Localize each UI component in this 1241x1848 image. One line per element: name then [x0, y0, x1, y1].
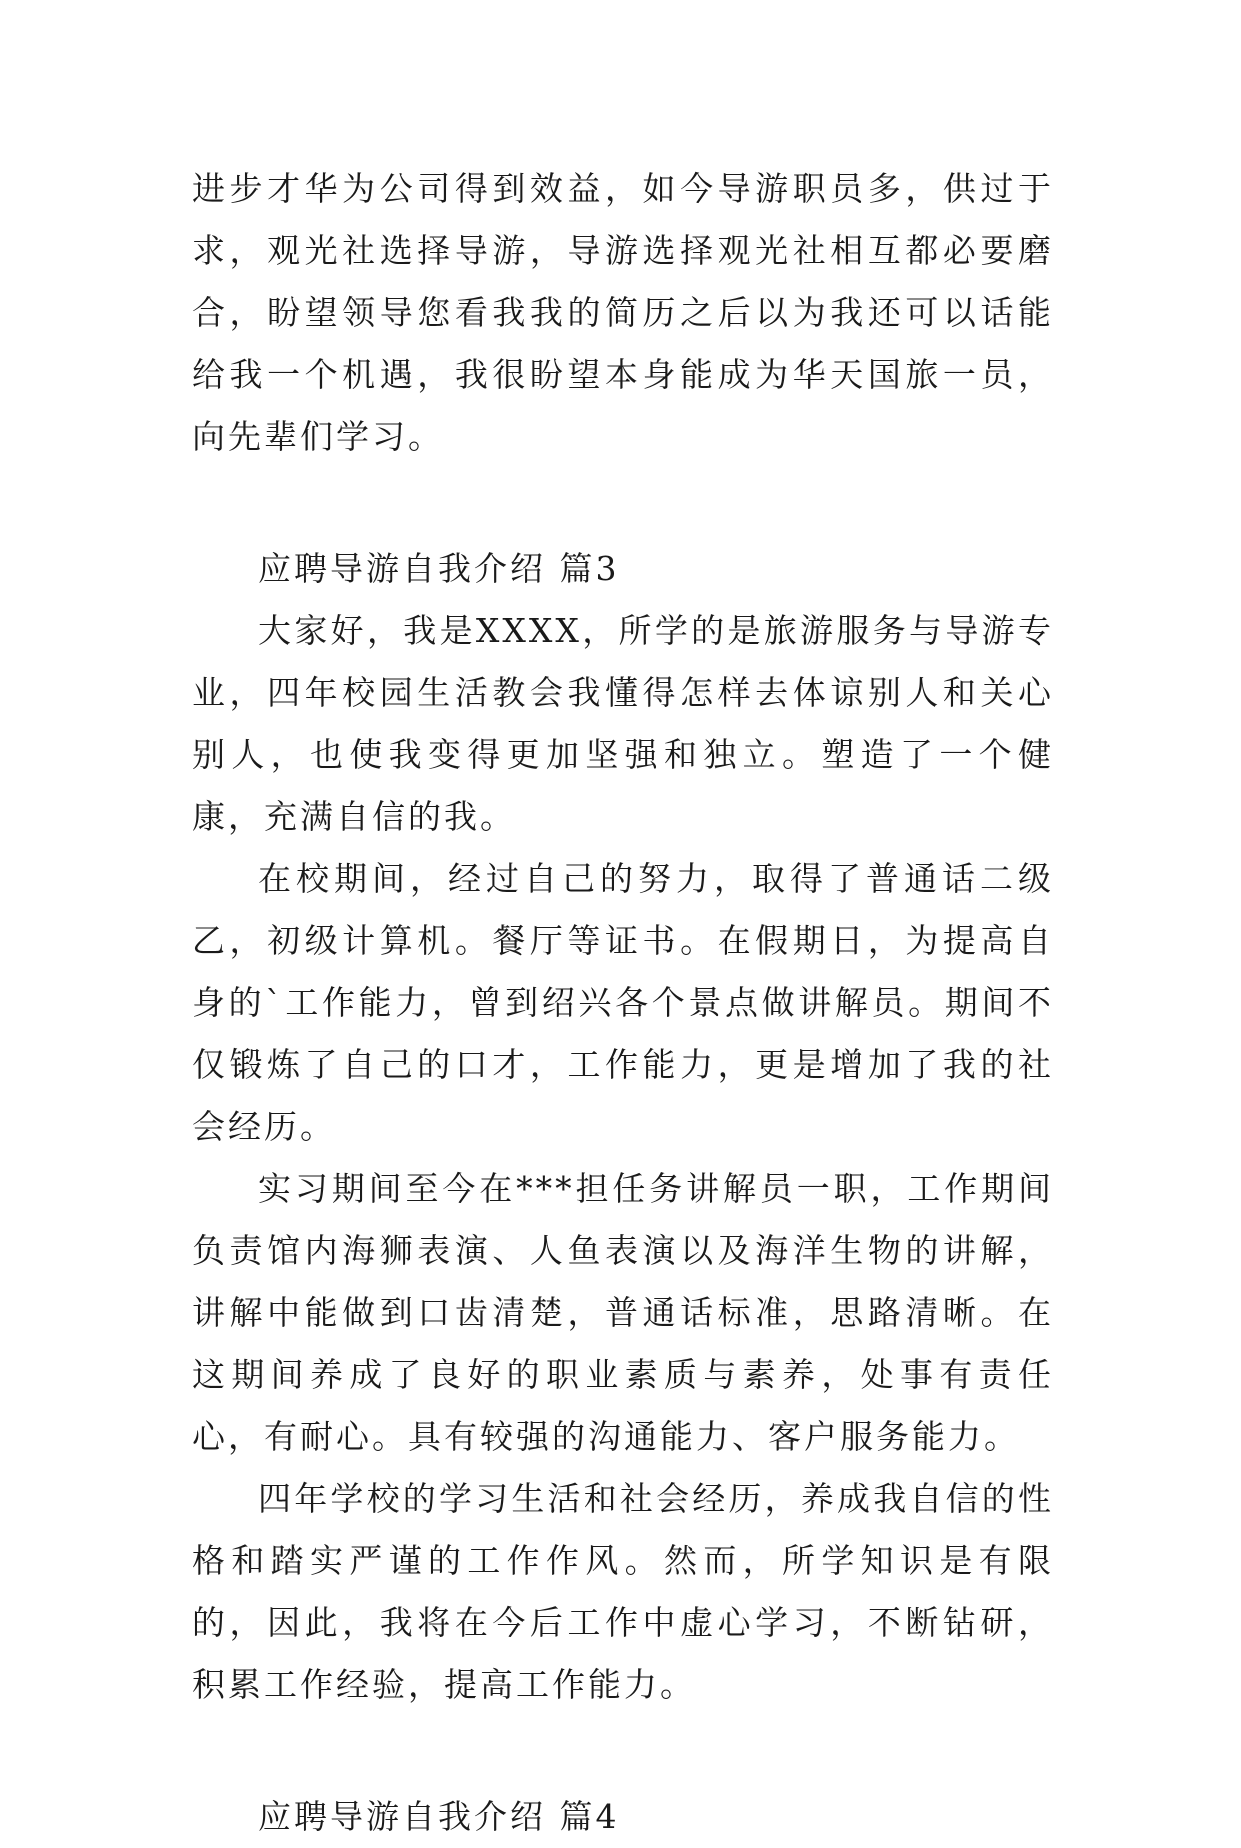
paragraph-continuation: 进步才华为公司得到效益，如今导游职员多，供过于求，观光社选择导游，导游选择观光社相互都必要磨合，盼望领导您看我我的简历之后以为我还可以话能给我一个机遇，我很盼望本身能成为华天国旅一员，向先辈们学习。: [192, 169, 1054, 456]
document-body: [192, 158, 1054, 1848]
paragraph-internship: 实习期间至今在***担任务讲解员一职，工作期间负责馆内海狮表演、人鱼表演以及海洋生物的讲解，讲解中能做到口齿清楚，普通话标准，思路清晰。在这期间养成了良好的职业素质与素养，处事有责任心，有耐心。具有较强的沟通能力、客户服务能力。: [192, 1169, 1054, 1456]
section-heading-3: 应聘导游自我介绍 篇3: [258, 549, 620, 588]
section-heading-4: 应聘导游自我介绍 篇4: [258, 1797, 620, 1836]
paragraph-summary: 四年学校的学习生活和社会经历，养成我自信的性格和踏实严谨的工作作风。然而，所学知识是有限的，因此，我将在今后工作中虚心学习，不断钻研，积累工作经验，提高工作能力。: [192, 1479, 1054, 1704]
paragraph-school: 在校期间，经过自己的努力，取得了普通话二级乙，初级计算机。餐厅等证书。在假期日，为提高自身的`工作能力，曾到绍兴各个景点做讲解员。期间不仅锻炼了自己的口才，工作能力，更是增加了我的社会经历。: [192, 859, 1054, 1146]
paragraph-intro: 大家好，我是XXXX，所学的是旅游服务与导游专业，四年校园生活教会我懂得怎样去体谅别人和关心别人，也使我变得更加坚强和独立。塑造了一个健康，充满自信的我。: [192, 611, 1054, 836]
